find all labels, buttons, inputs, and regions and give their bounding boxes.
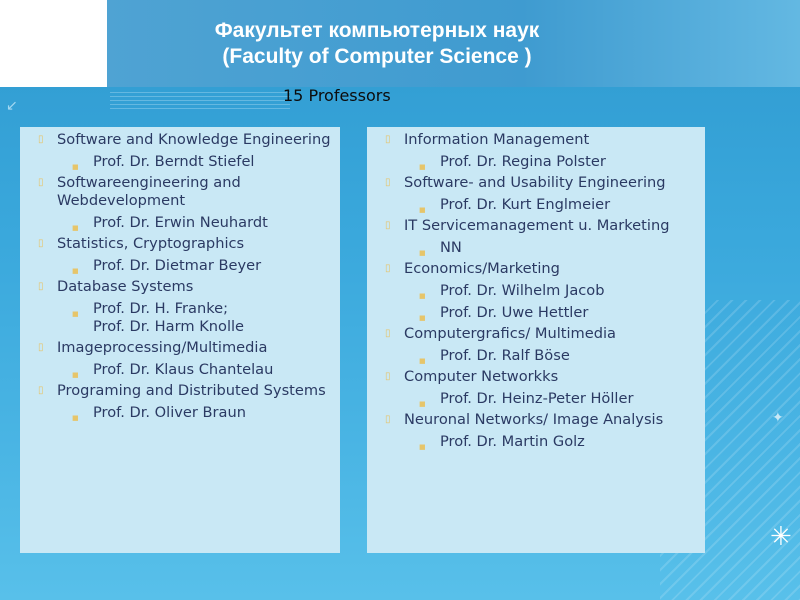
- professor-name: Prof. Dr. Erwin Neuhardt: [93, 214, 268, 231]
- bullet-icon: ▯: [385, 263, 391, 274]
- research-area-label: Economics/Marketing: [404, 260, 560, 277]
- research-area-label: Statistics, Cryptographics: [57, 235, 245, 252]
- professor-name: Prof. Dr. Ralf Böse: [440, 347, 570, 364]
- bullet-icon: ▯: [385, 371, 391, 382]
- research-area: [20, 339, 340, 357]
- professor-item: [367, 304, 705, 322]
- left-panel: [20, 127, 340, 553]
- research-area: [20, 174, 340, 210]
- arrow-icon: ↙: [6, 98, 18, 114]
- professor-item: [20, 153, 340, 171]
- research-area: [367, 368, 705, 386]
- professor-name: Prof. Dr. Heinz-Peter Höller: [440, 390, 634, 407]
- research-area: [367, 131, 705, 149]
- professor-item: [20, 404, 340, 422]
- sparkle-icon: ✦: [772, 410, 784, 426]
- title-line-1: Факультет компьютерных наук: [214, 19, 540, 42]
- bullet-icon: ▯: [38, 385, 44, 396]
- bullet-icon: ▯: [385, 134, 391, 145]
- professor-item: [367, 347, 705, 365]
- research-area-label: Software- and Usability Engineering: [404, 174, 666, 191]
- bullet-icon: ▯: [38, 134, 44, 145]
- professor-name: Prof. Dr. Berndt Stiefel: [93, 153, 255, 170]
- professor-item: [367, 239, 705, 257]
- title-line-2: (Faculty of Computer Science ): [222, 45, 532, 68]
- professor-item: [367, 433, 705, 451]
- square-bullet-icon: ■: [72, 163, 79, 171]
- research-area: [367, 174, 705, 192]
- professor-item: [20, 214, 340, 232]
- research-area-label: Software and Knowledge Engineering: [57, 131, 331, 148]
- research-area-label: Computer Networkks: [404, 368, 559, 385]
- bullet-icon: ▯: [385, 328, 391, 339]
- square-bullet-icon: ■: [419, 443, 426, 451]
- bullet-icon: ▯: [38, 281, 44, 292]
- professor-item: [367, 390, 705, 408]
- professor-name: Prof. Dr. Uwe Hettler: [440, 304, 589, 321]
- professor-name: Prof. Dr. Regina Polster: [440, 153, 606, 170]
- research-area-label: Information Management: [404, 131, 590, 148]
- square-bullet-icon: ■: [419, 206, 426, 214]
- professor-item: [367, 153, 705, 171]
- research-area: [367, 217, 705, 235]
- research-area-label: Imageprocessing/Multimedia: [57, 339, 268, 356]
- square-bullet-icon: ■: [419, 249, 426, 257]
- square-bullet-icon: ■: [72, 310, 79, 318]
- professor-name: Prof. Dr. Klaus Chantelau: [93, 361, 274, 378]
- square-bullet-icon: ■: [419, 292, 426, 300]
- decorative-lines: [110, 92, 290, 112]
- square-bullet-icon: ■: [72, 267, 79, 275]
- research-area: [20, 382, 340, 400]
- research-area: [367, 260, 705, 278]
- square-bullet-icon: ■: [419, 163, 426, 171]
- professor-item: [367, 196, 705, 214]
- right-panel: [367, 127, 705, 553]
- square-bullet-icon: ■: [72, 371, 79, 379]
- square-bullet-icon: ■: [72, 224, 79, 232]
- bullet-icon: ▯: [385, 220, 391, 231]
- square-bullet-icon: ■: [72, 414, 79, 422]
- research-area-label: Neuronal Networks/ Image Analysis: [404, 411, 664, 428]
- professor-name: NN: [440, 239, 462, 256]
- research-area: [20, 235, 340, 253]
- research-area: [20, 278, 340, 296]
- bullet-icon: ▯: [38, 177, 44, 188]
- professor-name: Prof. Dr. Wilhelm Jacob: [440, 282, 605, 299]
- slide-title: [107, 18, 647, 70]
- professor-item: [20, 361, 340, 379]
- research-area: [367, 325, 705, 343]
- research-area-label: IT Servicemanagement u. Marketing: [404, 217, 670, 234]
- professor-item: [20, 257, 340, 275]
- bullet-icon: ▯: [385, 414, 391, 425]
- professor-name: Prof. Dr. H. Franke; Prof. Dr. Harm Knolle: [93, 300, 245, 335]
- professor-name: Prof. Dr. Martin Golz: [440, 433, 585, 450]
- research-area-label: Database Systems: [57, 278, 194, 295]
- square-bullet-icon: ■: [419, 314, 426, 322]
- professor-count: 15 Professors: [283, 86, 391, 105]
- bullet-icon: ▯: [38, 238, 44, 249]
- bullet-icon: ▯: [38, 342, 44, 353]
- professor-name: Prof. Dr. Dietmar Beyer: [93, 257, 262, 274]
- professor-name: Prof. Dr. Kurt Englmeier: [440, 196, 611, 213]
- research-area-label: Computergrafics/ Multimedia: [404, 325, 617, 342]
- research-area: [20, 131, 340, 149]
- corner-white-box: [0, 0, 107, 87]
- square-bullet-icon: ■: [419, 400, 426, 408]
- research-area-label: Softwareengineering and Webdevelopment: [57, 174, 241, 209]
- research-area-label: Programing and Distributed Systems: [57, 382, 326, 399]
- research-area: [367, 411, 705, 429]
- professor-item: [367, 282, 705, 300]
- professor-item: [20, 300, 340, 336]
- professor-name: Prof. Dr. Oliver Braun: [93, 404, 246, 421]
- sparkle-icon: ✳: [770, 522, 792, 552]
- bullet-icon: ▯: [385, 177, 391, 188]
- square-bullet-icon: ■: [419, 357, 426, 365]
